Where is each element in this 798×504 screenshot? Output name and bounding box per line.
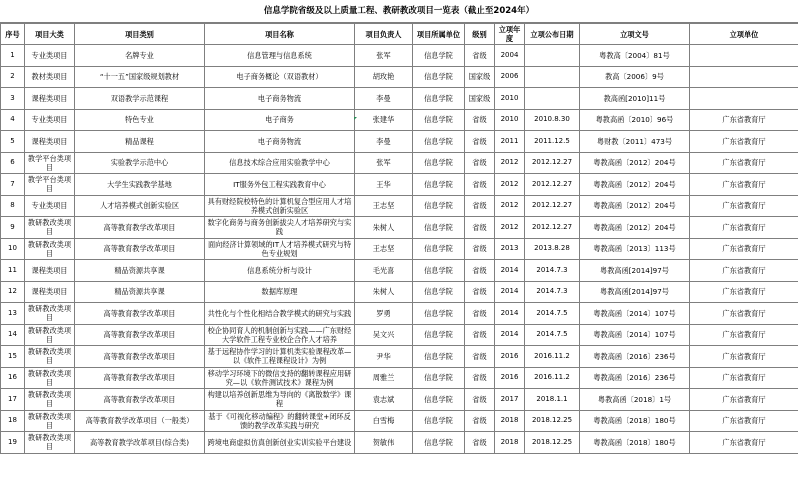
cell-year[interactable]: 2017 [495,389,525,411]
cell-no[interactable]: 9 [1,217,25,239]
cell-date[interactable]: 2014.7.3 [525,281,580,303]
cell-type[interactable]: “十一五”国家级规划教材 [75,66,205,88]
cell-name[interactable]: 基于《可视化移动编程》的翻转课堂+闭环反馈的教学改革实践与研究 [205,410,355,432]
cell-doc[interactable]: 粤教高函〔2018〕1号 [580,389,690,411]
cell-date[interactable]: 2013.8.28 [525,238,580,260]
table-row [1,367,798,389]
cell-doc[interactable]: 教高〔2006〕9号 [580,66,690,88]
cell-no[interactable]: 19 [1,432,25,454]
cell-name[interactable]: 面向经济计算领域的IT人才培养模式研究与特色专业规划 [205,238,355,260]
col-header-leader: 项目负责人 [355,24,413,45]
cell-unit[interactable]: 信息学院 [413,238,465,260]
col-header-level: 级别 [465,24,495,45]
cell-no[interactable]: 4 [1,109,25,131]
cell-type[interactable]: 实验教学示范中心 [75,152,205,174]
table-row [1,432,798,454]
cell-date[interactable]: 2018.12.25 [525,432,580,454]
cell-category[interactable]: 教研教改类项目 [25,432,75,454]
cell-no[interactable]: 3 [1,88,25,110]
cell-leader[interactable]: 王志坚 [355,238,413,260]
table-row [1,281,798,303]
project-table [0,23,798,454]
cell-year[interactable]: 2012 [495,217,525,239]
cell-leader[interactable]: 罗勇 [355,303,413,325]
cell-unit[interactable]: 信息学院 [413,131,465,153]
cell-level[interactable]: 省级 [465,389,495,411]
cell-level[interactable]: 省级 [465,109,495,131]
cell-no[interactable]: 7 [1,174,25,196]
cell-doc[interactable]: 粤教高函〔2016〕236号 [580,367,690,389]
cell-doc[interactable]: 粤教高函〔2012〕204号 [580,174,690,196]
cell-name[interactable]: 电子商务物流 [205,131,355,153]
cell-category[interactable]: 教研教改类项目 [25,410,75,432]
cell-year[interactable]: 2016 [495,346,525,368]
cell-name[interactable]: IT服务外包工程实践教育中心 [205,174,355,196]
cell-leader[interactable]: 李曼 [355,131,413,153]
col-header-no: 序号 [1,24,25,45]
cell-type[interactable]: 名牌专业 [75,45,205,67]
cell-name[interactable]: 信息系统分析与设计 [205,260,355,282]
cell-year[interactable]: 2014 [495,260,525,282]
table-row [1,195,798,217]
cell-date[interactable]: 2014.7.5 [525,303,580,325]
cell-category[interactable]: 专业类项目 [25,195,75,217]
cell-date[interactable]: 2010.8.30 [525,109,580,131]
cell-name[interactable]: 具有财经院校特色的计算机复合型应用人才培养模式创新实验区 [205,195,355,217]
cell-unit[interactable]: 信息学院 [413,281,465,303]
cell-leader[interactable]: 张建华 [355,109,413,131]
cell-issuer[interactable]: 广东省教育厅 [690,367,798,389]
cell-issuer[interactable]: 广东省教育厅 [690,260,798,282]
cell-issuer[interactable] [690,66,798,88]
header-row [1,24,798,45]
cell-leader[interactable]: 朱树人 [355,281,413,303]
cell-date[interactable]: 2012.12.27 [525,174,580,196]
cell-doc[interactable]: 粤教高函〔2014〕107号 [580,324,690,346]
cell-year[interactable]: 2010 [495,88,525,110]
cell-type[interactable]: 高等教育教学改革项目 [75,238,205,260]
cell-name[interactable]: 构建以培养创新思维为导向的《离散数学》课程 [205,389,355,411]
cell-level[interactable]: 省级 [465,217,495,239]
cell-doc[interactable]: 粤教高函〔2018〕180号 [580,432,690,454]
cell-category[interactable]: 教学平台类项目 [25,152,75,174]
cell-date[interactable]: 2016.11.2 [525,346,580,368]
cell-name[interactable]: 跨境电商虚拟仿真创新创业实训实验平台建设 [205,432,355,454]
cell-type[interactable]: 高等教育教学改革项目 [75,303,205,325]
cell-level[interactable]: 省级 [465,367,495,389]
cell-unit[interactable]: 信息学院 [413,346,465,368]
cell-unit[interactable]: 信息学院 [413,88,465,110]
cell-year[interactable]: 2012 [495,152,525,174]
col-header-name: 项目名称 [205,24,355,45]
cell-name[interactable]: 电子商务 [205,109,355,131]
cell-year[interactable]: 2012 [495,195,525,217]
cell-doc[interactable]: 粤财教〔2011〕473号 [580,131,690,153]
cell-year[interactable]: 2014 [495,303,525,325]
cell-leader[interactable]: 吴文兴 [355,324,413,346]
cell-unit[interactable]: 信息学院 [413,324,465,346]
cell-type[interactable]: 高等教育教学改革项目 [75,217,205,239]
cell-doc[interactable]: 粤教高函〔2010〕96号 [580,109,690,131]
cell-issuer[interactable]: 广东省教育厅 [690,303,798,325]
cell-year[interactable]: 2011 [495,131,525,153]
cell-no[interactable]: 14 [1,324,25,346]
cell-category[interactable]: 教研教改类项目 [25,324,75,346]
cell-unit[interactable]: 信息学院 [413,66,465,88]
table-row [1,174,798,196]
cell-unit[interactable]: 信息学院 [413,303,465,325]
table-row [1,410,798,432]
cell-category[interactable]: 专业类项目 [25,45,75,67]
cell-issuer[interactable] [690,45,798,67]
cell-level[interactable]: 国家级 [465,88,495,110]
cell-no[interactable]: 17 [1,389,25,411]
cell-level[interactable]: 省级 [465,303,495,325]
table-row [1,238,798,260]
cell-doc[interactable]: 粤教高函〔2012〕204号 [580,152,690,174]
cell-type[interactable]: 精品资源共享课 [75,260,205,282]
cell-level[interactable]: 省级 [465,410,495,432]
cell-doc[interactable]: 粤教高函〔2013〕113号 [580,238,690,260]
cell-year[interactable]: 2016 [495,367,525,389]
cell-level[interactable]: 省级 [465,260,495,282]
cell-no[interactable]: 11 [1,260,25,282]
cell-category[interactable]: 教研教改类项目 [25,303,75,325]
cell-type[interactable]: 精品资源共享课 [75,281,205,303]
cell-issuer[interactable]: 广东省教育厅 [690,131,798,153]
cell-no[interactable]: 15 [1,346,25,368]
cell-category[interactable]: 教研教改类项目 [25,238,75,260]
cell-level[interactable]: 省级 [465,238,495,260]
cell-issuer[interactable]: 广东省教育厅 [690,389,798,411]
cell-unit[interactable]: 信息学院 [413,389,465,411]
cell-name[interactable]: 信息技术综合应用实验教学中心 [205,152,355,174]
cell-issuer[interactable]: 广东省教育厅 [690,152,798,174]
cell-category[interactable]: 专业类项目 [25,109,75,131]
cell-issuer[interactable]: 广东省教育厅 [690,410,798,432]
cell-issuer[interactable]: 广东省教育厅 [690,238,798,260]
col-header-unit: 项目所属单位 [413,24,465,45]
cell-date[interactable]: 2011.12.5 [525,131,580,153]
table-row [1,152,798,174]
cell-leader[interactable]: 胡玫艳 [355,66,413,88]
cell-issuer[interactable]: 广东省教育厅 [690,281,798,303]
cell-date[interactable] [525,88,580,110]
cell-unit[interactable]: 信息学院 [413,174,465,196]
table-row [1,88,798,110]
cell-category[interactable]: 教材类项目 [25,66,75,88]
cell-level[interactable]: 省级 [465,281,495,303]
cell-unit[interactable]: 信息学院 [413,109,465,131]
table-title: 信息学院省级及以上质量工程、教研教改项目一览表（截止至2024年） [0,0,798,23]
cell-level[interactable]: 国家级 [465,66,495,88]
cell-no[interactable]: 10 [1,238,25,260]
col-header-type: 项目类别 [75,24,205,45]
cell-comment-marker [354,117,357,120]
cell-no[interactable]: 6 [1,152,25,174]
cell-date[interactable]: 2016.11.2 [525,367,580,389]
cell-year[interactable]: 2006 [495,66,525,88]
cell-leader[interactable]: 周雅兰 [355,367,413,389]
cell-level[interactable]: 省级 [465,432,495,454]
table-row [1,66,798,88]
cell-type[interactable]: 高等教育教学改革项目(综合类) [75,432,205,454]
cell-level[interactable]: 省级 [465,195,495,217]
cell-category[interactable]: 教研教改类项目 [25,389,75,411]
cell-leader[interactable]: 李曼 [355,88,413,110]
cell-doc[interactable]: 粤教高函[2014]97号 [580,260,690,282]
cell-type[interactable]: 高等教育教学改革项目 [75,367,205,389]
cell-category[interactable]: 课程类项目 [25,260,75,282]
cell-type[interactable]: 大学生实践教学基地 [75,174,205,196]
cell-category[interactable]: 教研教改类项目 [25,217,75,239]
cell-name[interactable]: 校企协同育人的机制创新与实践——广东财经大学软件工程专业校企合作人才培养 [205,324,355,346]
cell-type[interactable]: 高等教育教学改革项目（一般类） [75,410,205,432]
cell-doc[interactable]: 教高函[2010]11号 [580,88,690,110]
table-row [1,217,798,239]
cell-level[interactable]: 省级 [465,131,495,153]
cell-unit[interactable]: 信息学院 [413,45,465,67]
cell-name[interactable]: 共性化与个性化相结合教学模式的研究与实践 [205,303,355,325]
cell-date[interactable]: 2012.12.27 [525,217,580,239]
cell-category[interactable]: 教研教改类项目 [25,367,75,389]
table-row [1,45,798,67]
cell-doc[interactable]: 粤教高函〔2012〕204号 [580,195,690,217]
cell-leader[interactable]: 王志坚 [355,195,413,217]
cell-leader[interactable]: 张军 [355,45,413,67]
cell-doc[interactable]: 粤教高函[2014]97号 [580,281,690,303]
cell-date[interactable]: 2014.7.5 [525,324,580,346]
cell-unit[interactable]: 信息学院 [413,195,465,217]
cell-type[interactable]: 特色专业 [75,109,205,131]
cell-leader[interactable]: 贺敏伟 [355,432,413,454]
cell-issuer[interactable]: 广东省教育厅 [690,217,798,239]
col-header-doc: 立项文号 [580,24,690,45]
col-header-date: 立项公布日期 [525,24,580,45]
cell-no[interactable]: 16 [1,367,25,389]
table-row [1,303,798,325]
cell-date[interactable]: 2014.7.3 [525,260,580,282]
cell-doc[interactable]: 粤教高函〔2012〕204号 [580,217,690,239]
cell-type[interactable]: 高等教育教学改革项目 [75,346,205,368]
cell-issuer[interactable]: 广东省教育厅 [690,346,798,368]
col-header-issuer: 立项单位 [690,24,798,45]
cell-leader[interactable]: 尹华 [355,346,413,368]
col-header-category: 项目大类 [25,24,75,45]
cell-type[interactable]: 高等教育教学改革项目 [75,324,205,346]
cell-unit[interactable]: 信息学院 [413,432,465,454]
cell-category[interactable]: 课程类项目 [25,88,75,110]
table-row [1,131,798,153]
cell-category[interactable]: 教学平台类项目 [25,174,75,196]
cell-type[interactable]: 高等教育教学改革项目 [75,389,205,411]
table-row [1,324,798,346]
cell-name[interactable]: 数字化商务与商务创新拔尖人才培养研究与实践 [205,217,355,239]
cell-unit[interactable]: 信息学院 [413,152,465,174]
cell-issuer[interactable]: 广东省教育厅 [690,432,798,454]
cell-level[interactable]: 省级 [465,324,495,346]
cell-year[interactable]: 2012 [495,174,525,196]
cell-no[interactable]: 12 [1,281,25,303]
cell-issuer[interactable]: 广东省教育厅 [690,109,798,131]
cell-year[interactable]: 2010 [495,109,525,131]
cell-unit[interactable]: 信息学院 [413,260,465,282]
cell-name[interactable]: 电子商务物流 [205,88,355,110]
cell-year[interactable]: 2004 [495,45,525,67]
table-row [1,260,798,282]
cell-unit[interactable]: 信息学院 [413,217,465,239]
cell-year[interactable]: 2018 [495,410,525,432]
cell-leader[interactable]: 白雪梅 [355,410,413,432]
cell-no[interactable]: 13 [1,303,25,325]
cell-date[interactable] [525,45,580,67]
cell-doc[interactable]: 粤教高函〔2014〕107号 [580,303,690,325]
cell-year[interactable]: 2014 [495,281,525,303]
cell-date[interactable] [525,66,580,88]
cell-no[interactable]: 2 [1,66,25,88]
cell-unit[interactable]: 信息学院 [413,410,465,432]
cell-date[interactable]: 2012.12.27 [525,195,580,217]
cell-type[interactable]: 人才培养模式创新实验区 [75,195,205,217]
cell-level[interactable]: 省级 [465,174,495,196]
cell-no[interactable]: 18 [1,410,25,432]
cell-date[interactable]: 2018.12.25 [525,410,580,432]
cell-date[interactable]: 2012.12.27 [525,152,580,174]
cell-issuer[interactable]: 广东省教育厅 [690,195,798,217]
table-row [1,109,798,131]
cell-level[interactable]: 省级 [465,346,495,368]
cell-leader[interactable]: 张军 [355,152,413,174]
cell-doc[interactable]: 粤教高函〔2018〕180号 [580,410,690,432]
cell-year[interactable]: 2014 [495,324,525,346]
cell-type[interactable]: 双语教学示范课程 [75,88,205,110]
cell-issuer[interactable] [690,88,798,110]
cell-leader[interactable]: 朱树人 [355,217,413,239]
cell-category[interactable]: 课程类项目 [25,131,75,153]
cell-doc[interactable]: 粤教高〔2004〕81号 [580,45,690,67]
cell-no[interactable]: 8 [1,195,25,217]
cell-category[interactable]: 教研教改类项目 [25,346,75,368]
cell-level[interactable]: 省级 [465,45,495,67]
cell-year[interactable]: 2018 [495,432,525,454]
cell-leader[interactable]: 袁志斌 [355,389,413,411]
cell-unit[interactable]: 信息学院 [413,367,465,389]
cell-no[interactable]: 5 [1,131,25,153]
cell-year[interactable]: 2013 [495,238,525,260]
cell-date[interactable]: 2018.1.1 [525,389,580,411]
table-row [1,389,798,411]
cell-issuer[interactable]: 广东省教育厅 [690,324,798,346]
cell-leader[interactable]: 王华 [355,174,413,196]
cell-level[interactable]: 省级 [465,152,495,174]
cell-name[interactable]: 基于远程协作学习的计算机类实验课程改革—以《软件工程课程设计》为例 [205,346,355,368]
cell-name[interactable]: 数据库原理 [205,281,355,303]
cell-category[interactable]: 课程类项目 [25,281,75,303]
cell-doc[interactable]: 粤教高函〔2016〕236号 [580,346,690,368]
cell-issuer[interactable]: 广东省教育厅 [690,174,798,196]
table-row [1,346,798,368]
cell-no[interactable]: 1 [1,45,25,67]
cell-name[interactable]: 电子商务概论（双语教材） [205,66,355,88]
col-header-year: 立项年度 [495,24,525,45]
cell-name[interactable]: 信息管理与信息系统 [205,45,355,67]
cell-type[interactable]: 精品课程 [75,131,205,153]
cell-leader[interactable]: 毛光喜 [355,260,413,282]
cell-name[interactable]: 移动学习环境下的微信支持的翻转课程应用研究—以《软件测试技术》课程为例 [205,367,355,389]
